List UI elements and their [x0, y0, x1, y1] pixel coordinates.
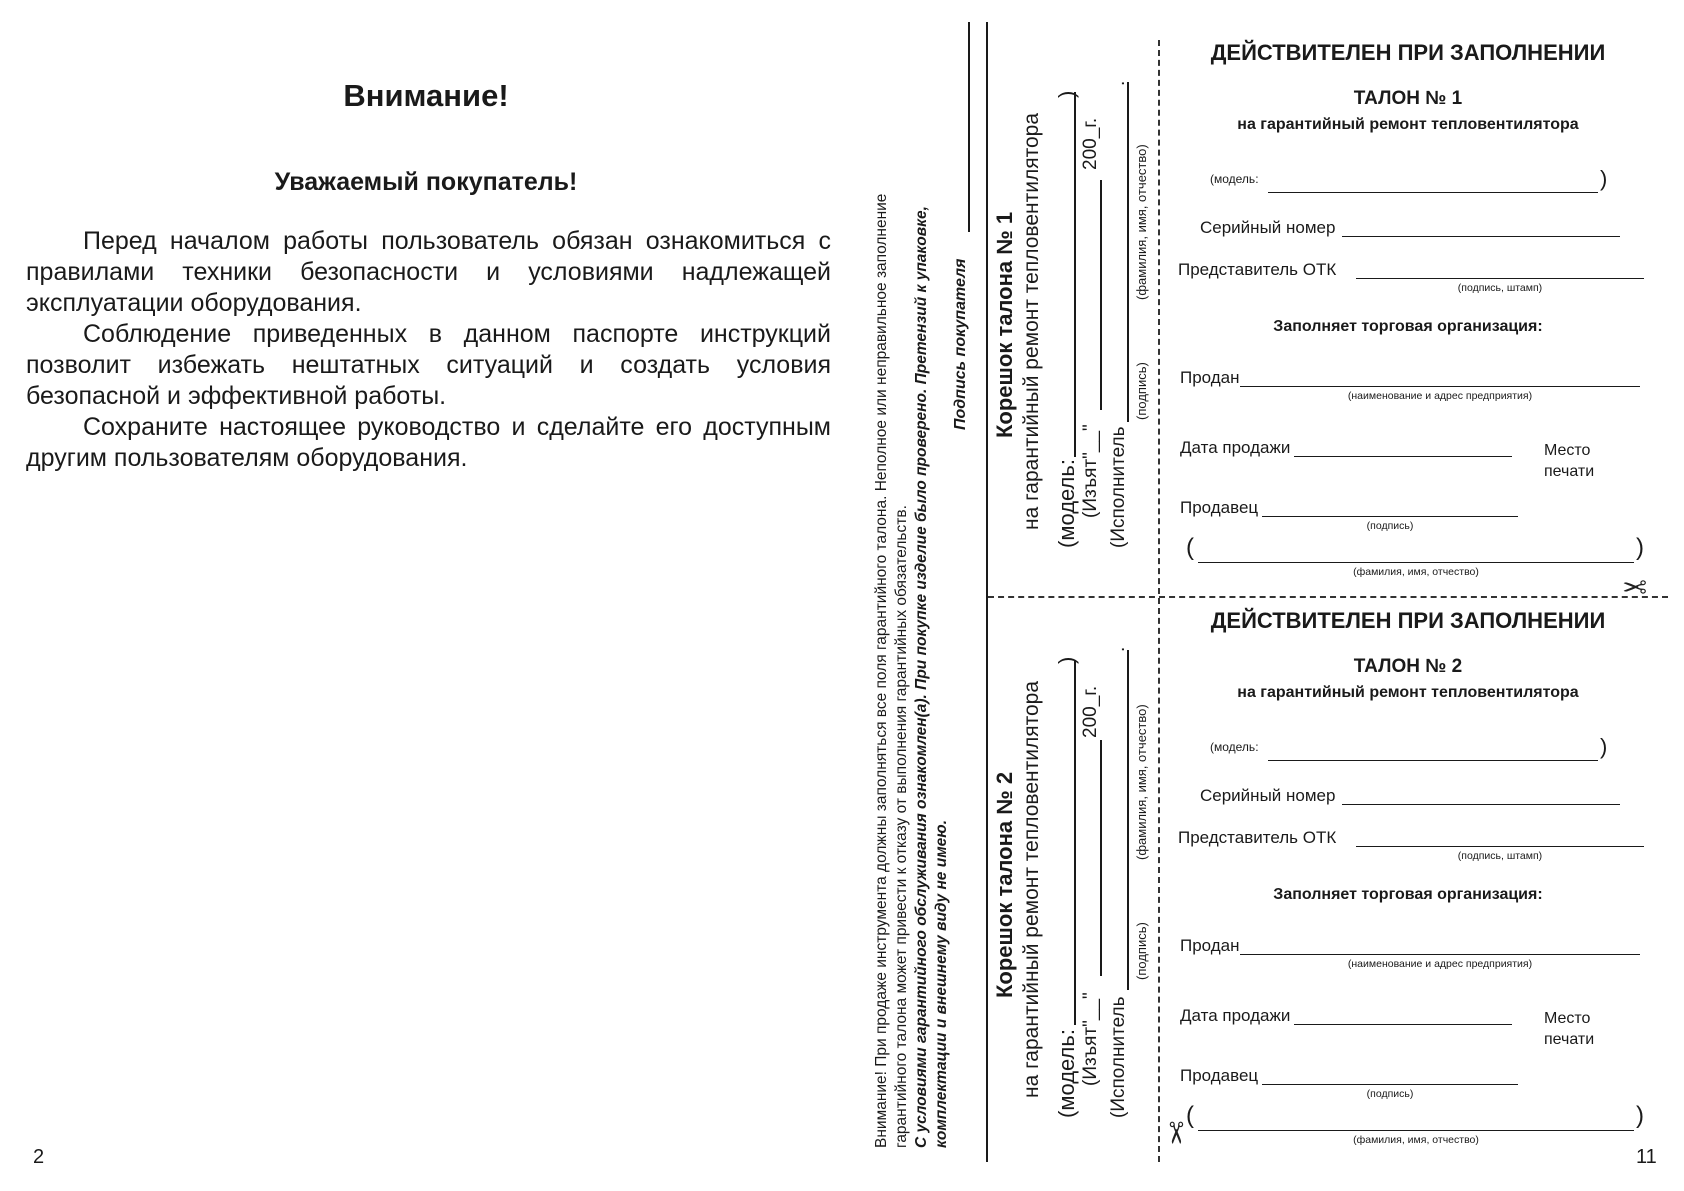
notice-line: Внимание! При продаже инструмента должны заполняться все поля гарантийного талона. Неполное или неправильное заполнение [873, 193, 890, 1148]
scissors-icon: ✂ [1622, 569, 1648, 602]
sale-date-field[interactable] [1294, 456, 1512, 457]
stub-fio-caption: (фамилия, имя, отчество) [1134, 704, 1149, 860]
sale-date-label: Дата продажи [1180, 1006, 1291, 1025]
fio-open-paren: ( [1186, 1102, 1194, 1129]
stub-dot: . [1108, 646, 1129, 652]
warranty-notice [872, 194, 952, 1148]
stub-seized-label: (Изъят"__" [1080, 992, 1101, 1086]
fio-close-paren: ) [1636, 1102, 1644, 1129]
stub-seized-label: (Изъят"__" [1080, 424, 1101, 518]
page-subtitle: Уважаемый покупатель! [274, 168, 578, 196]
fio-close-paren: ) [1636, 534, 1644, 561]
stamp-place [1544, 440, 1594, 482]
stub-executor-line[interactable] [1127, 82, 1129, 422]
page-number-right: 11 [1636, 1146, 1657, 1168]
stub-divider [986, 22, 988, 1162]
scissors-icon: ✂ [1158, 1120, 1192, 1146]
coupon-valid-label: ДЕЙСТВИТЕЛЕН ПРИ ЗАПОЛНЕНИИ [1210, 608, 1606, 633]
coupon-valid-label: ДЕЙСТВИТЕЛЕН ПРИ ЗАПОЛНЕНИИ [1210, 40, 1606, 65]
stub-dot: . [1108, 80, 1129, 86]
seller-label: Продавец [1180, 1066, 1259, 1085]
stub-model-line[interactable] [1074, 660, 1076, 1025]
coupon-subtitle: на гарантийный ремонт тепловентилятора [1237, 116, 1579, 133]
sold-label: Продан [1180, 368, 1240, 387]
stub-subtitle: на гарантийный ремонт тепловентилятора [1020, 113, 1043, 530]
intro-paragraph: Перед началом работы пользователь обязан ознакомиться с правилами техники безопасности и условиями надлежащей эксплуатации оборудования. [26, 227, 831, 317]
cut-line [988, 596, 1668, 598]
stub-subtitle: на гарантийный ремонт тепловентилятора [1020, 681, 1043, 1098]
stub-title: Корешок талона № 2 [992, 771, 1017, 998]
stamp-place [1544, 1008, 1594, 1050]
buyer-signature-line[interactable] [968, 22, 970, 232]
intro-paragraph: Сохраните настоящее руководство и сделайте его доступным другим пользователям оборудования. [26, 413, 831, 472]
stub-title: Корешок талона № 1 [992, 211, 1017, 438]
stamp-place-line: печати [1544, 1031, 1595, 1048]
warranty-coupon-2 [1158, 604, 1658, 1164]
trade-org-label: Заполняет торговая организация: [1273, 318, 1543, 335]
notice-line: комплектации и внешнему виду не имею. [933, 820, 950, 1148]
stub-model-label: (модель: [1054, 1029, 1079, 1118]
fio-caption: (фамилия, имя, отчество) [1353, 566, 1479, 578]
otk-label: Представитель ОТК [1178, 260, 1337, 279]
otk-field[interactable] [1356, 846, 1644, 847]
stamp-place-line: Место [1544, 442, 1591, 459]
coupon-title: ТАЛОН № 1 [1353, 88, 1463, 109]
fio-open-paren: ( [1186, 534, 1194, 561]
stub-sign-caption: (подпись) [1134, 922, 1149, 980]
sale-date-label: Дата продажи [1180, 438, 1291, 457]
sold-field[interactable] [1240, 386, 1640, 387]
seller-field[interactable] [1262, 1084, 1518, 1085]
page-title: Внимание! [343, 78, 509, 113]
sale-date-field[interactable] [1294, 1024, 1512, 1025]
stub-model-label: (модель: [1054, 459, 1079, 548]
sold-caption: (наименование и адрес предприятия) [1347, 958, 1533, 970]
stub-model-close: ) [1054, 90, 1079, 98]
otk-caption: (подпись, штамп) [1457, 282, 1543, 294]
serial-label: Серийный номер [1200, 786, 1336, 805]
fio-field[interactable] [1198, 1130, 1634, 1131]
stub-date-line[interactable] [1100, 180, 1102, 410]
model-field[interactable] [1268, 760, 1598, 761]
sold-label: Продан [1180, 936, 1240, 955]
model-close-paren: ) [1600, 166, 1608, 191]
page-number-left: 2 [33, 1146, 45, 1168]
fio-caption: (фамилия, имя, отчество) [1353, 1134, 1479, 1146]
stub-executor-line[interactable] [1127, 650, 1129, 990]
seller-caption: (подпись) [1366, 520, 1414, 532]
coupon-subtitle: на гарантийный ремонт тепловентилятора [1237, 684, 1579, 701]
buyer-signature-label: Подпись покупателя [952, 258, 969, 430]
otk-label: Представитель ОТК [1178, 828, 1337, 847]
stub-model-line[interactable] [1074, 92, 1076, 457]
serial-number-field[interactable] [1342, 236, 1620, 237]
stub-fio-caption: (фамилия, имя, отчество) [1134, 144, 1149, 300]
serial-label: Серийный номер [1200, 218, 1336, 237]
stub-sign-caption: (подпись) [1134, 362, 1149, 420]
stamp-place-line: печати [1544, 463, 1595, 480]
stub-year-label: 200_г. [1080, 117, 1101, 170]
sold-caption: (наименование и адрес предприятия) [1347, 390, 1533, 402]
model-field[interactable] [1268, 192, 1598, 193]
seller-field[interactable] [1262, 516, 1518, 517]
notice-line: гарантийного талона может привести к отказу от выполнения гарантийных обязательств. [893, 505, 910, 1148]
stub-executor-label: (Исполнитель [1108, 426, 1129, 548]
stub-year-label: 200_г. [1080, 685, 1101, 738]
sold-field[interactable] [1240, 954, 1640, 955]
notice-line: С условиями гарантийного обслуживания ознакомлен(а). При покупке изделие было проверено. Претензий к упаковке, [913, 206, 930, 1148]
seller-label: Продавец [1180, 498, 1259, 517]
seller-caption: (подпись) [1366, 1088, 1414, 1100]
model-label: (модель: [1210, 740, 1259, 754]
otk-caption: (подпись, штамп) [1457, 850, 1543, 862]
otk-field[interactable] [1356, 278, 1644, 279]
model-label: (модель: [1210, 172, 1259, 186]
warranty-coupon-1 [1158, 36, 1658, 596]
intro-text [26, 226, 831, 474]
model-close-paren: ) [1600, 734, 1608, 759]
stub-model-close: ) [1054, 656, 1079, 664]
stub-executor-label: (Исполнитель [1108, 996, 1129, 1118]
coupon-title: ТАЛОН № 2 [1353, 656, 1463, 677]
stub-date-line[interactable] [1100, 740, 1102, 976]
trade-org-label: Заполняет торговая организация: [1273, 886, 1543, 903]
fio-field[interactable] [1198, 562, 1634, 563]
intro-paragraph: Соблюдение приведенных в данном паспорте инструкций позволит избежать нештатных ситуаций и создать условия безопасной и эффективной работы. [26, 320, 831, 410]
serial-number-field[interactable] [1342, 804, 1620, 805]
stamp-place-line: Место [1544, 1010, 1591, 1027]
